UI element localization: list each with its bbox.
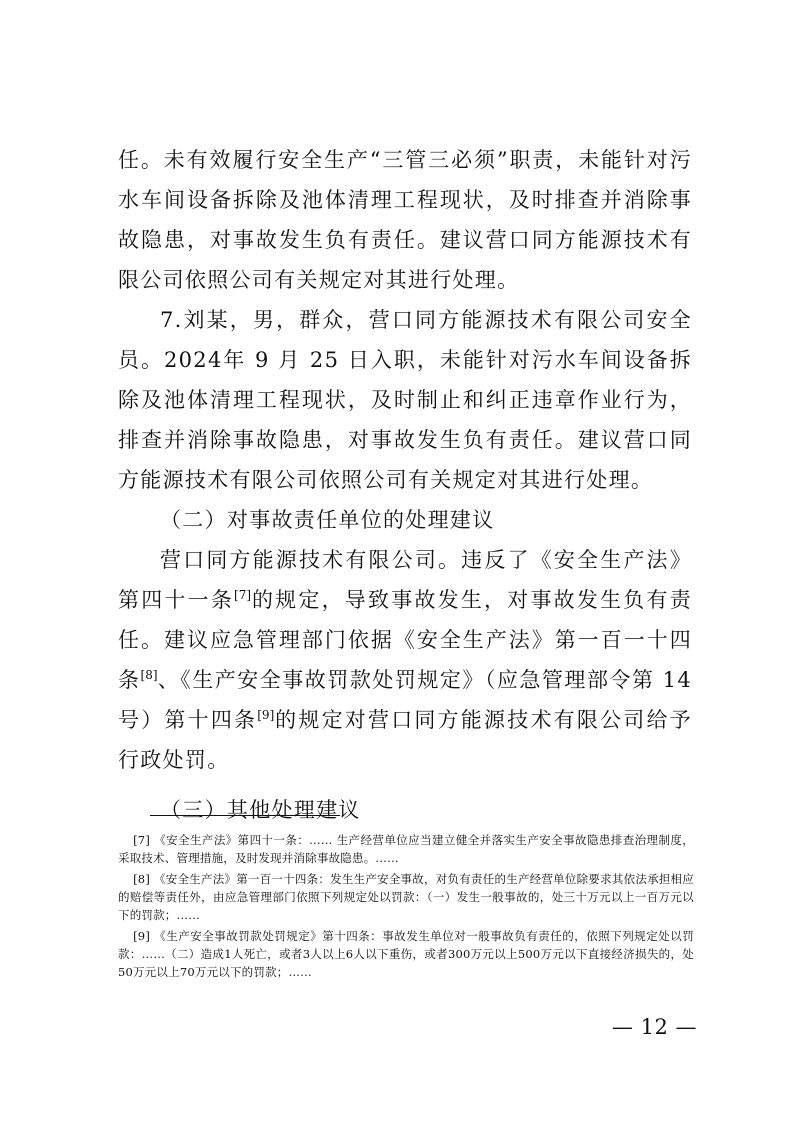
- footnote-separator: [150, 815, 340, 816]
- footnote-ref-9[interactable]: [9]: [257, 708, 275, 722]
- section-heading-2: （二）对事故责任单位的处理建议: [160, 508, 495, 532]
- page-number: — 12 —: [611, 1015, 697, 1039]
- paragraph-text: 、《生产安全事故罚款处罚规定》（应急管理部令第 14 号）第十四条: [118, 668, 692, 732]
- footnote-text: 《生产安全事故罚款处罚规定》第十四条：事故发生单位对一般事故负有责任的，依照下列规定处以罚款：……（二）造成1人死亡，或者3人以上6人以下重伤，或者300万元以上500万元以下直接经济损失的，处50万元以上70万元以下的罚款；……: [118, 929, 694, 979]
- footnote-8: [118, 870, 694, 924]
- paragraph-continuation: 任。未有效履行安全生产“三管三必须”职责，未能针对污水车间设备拆除及池体清理工程现状，及时排查并消除事故隐患，对事故发生负有责任。建议营口同方能源技术有限公司依照公司有关规定对其进行处理。: [118, 148, 692, 292]
- spacer: [118, 780, 692, 790]
- footnote-text: 《安全生产法》第一百一十四条：发生生产安全事故，对负有责任的生产经营单位除要求其依法承担相应的赔偿等责任外，由应急管理部门依照下列规定处以罚款：（一）发生一般事故的，处三十万元以上一百万元以下的罚款；……: [118, 872, 694, 922]
- paragraph-text: 的规定，导致事故发生，对事故发生负有责任。建议应急管理部门依据《安全生产法》第一百一十四条: [118, 588, 693, 692]
- paragraph-unit-recommendation: [118, 540, 692, 780]
- section-heading-3: （三）其他处理建议: [160, 798, 361, 822]
- footnote-mark: [9]: [133, 929, 150, 943]
- paragraph-text: 营口同方能源技术有限公司。违反了《安全生产法》第四十一条: [118, 548, 692, 612]
- footnote-ref-8[interactable]: [8]: [140, 668, 158, 682]
- paragraph-text: 的规定对营口同方能源技术有限公司给予行政处罚。: [118, 708, 692, 772]
- footnote-9: [118, 927, 694, 981]
- footnote-text: 《安全生产法》第四十一条：…… 生产经营单位应当建立健全并落实生产安全事故隐患排查治理制度，采取技术、管理措施，及时发现并消除事故隐患。……: [118, 833, 694, 865]
- paragraph-item-7: 7.刘某，男，群众，营口同方能源技术有限公司安全员。2024年 9 月 25 日入职，未能针对污水车间设备拆除及池体清理工程现状，及时制止和纠正违章作业行为，排查并消除事故隐患，对事故发生负有责任。建议营口同方能源技术有限公司依照公司有关规定对其进行处理。: [118, 308, 692, 492]
- footnotes: [118, 831, 694, 984]
- footnote-mark: [7]: [133, 833, 150, 847]
- footnote-7: [118, 831, 694, 867]
- body-text: [118, 140, 692, 830]
- footnote-ref-7[interactable]: [7]: [234, 588, 252, 602]
- footnote-mark: [8]: [133, 872, 150, 886]
